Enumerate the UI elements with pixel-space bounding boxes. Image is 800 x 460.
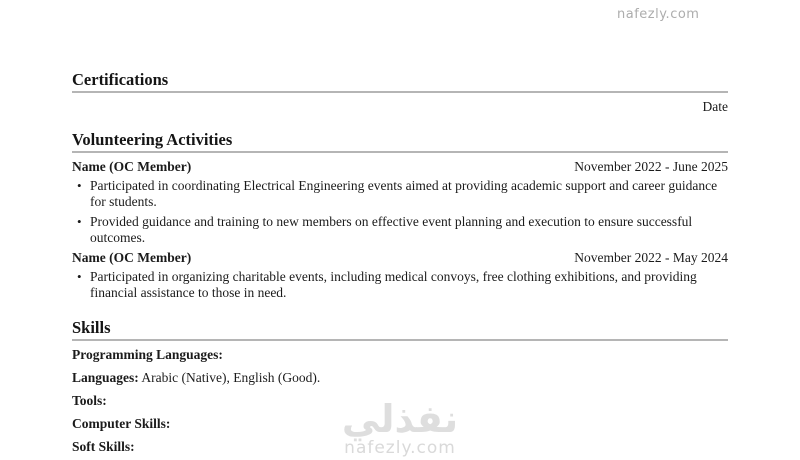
skill-label: Soft Skills: [72, 439, 135, 454]
skill-label: Computer Skills: [72, 416, 171, 431]
skill-line [72, 348, 728, 362]
entry-bullet-list [72, 269, 728, 301]
skill-label: Languages: [72, 370, 139, 385]
entry-name: Name (OC Member) [72, 250, 192, 265]
section-title-skills: Skills [72, 318, 111, 337]
entry-date-range: November 2022 - May 2024 [574, 250, 728, 265]
nafezly-logo: نفذلي [341, 397, 459, 441]
list-item [72, 269, 728, 301]
skill-label: Tools: [72, 393, 107, 408]
section-divider [72, 91, 728, 93]
section-title-certifications: Certifications [72, 70, 169, 89]
section-divider [72, 151, 728, 153]
nafezly-watermark-top: nafezly.com [617, 7, 700, 22]
bullet-text: Participated in organizing charitable events, including medical convoys, free clothing exhibitions, and providing financial assistance to those in need. [90, 269, 697, 300]
skill-value: Arabic (Native), English (Good). [138, 370, 321, 385]
section-skills [72, 319, 728, 454]
section-title-volunteering: Volunteering Activities [72, 130, 233, 149]
bullet-text: Provided guidance and training to new members on effective event planning and execution to ensure successful outcomes. [90, 214, 693, 245]
skill-line [72, 371, 728, 385]
section-divider [72, 339, 728, 341]
bullet-icon [72, 214, 90, 246]
entry-name: Name (OC Member) [72, 159, 192, 174]
resume-page [72, 0, 728, 454]
skill-label: Programming Languages: [72, 347, 223, 362]
nafezly-site-label: nafezly.com [344, 438, 456, 458]
skill-line [72, 440, 728, 454]
entry-date-range: November 2022 - June 2025 [574, 159, 728, 174]
skill-line [72, 417, 728, 431]
volunteering-entry-header [72, 160, 728, 174]
list-item [72, 178, 728, 210]
bullet-text: Participated in coordinating Electrical Engineering events aimed at providing academic support and career guidance for students. [90, 178, 718, 209]
skill-line [72, 394, 728, 408]
list-item [72, 214, 728, 246]
section-certifications [72, 71, 728, 114]
bullet-icon [72, 178, 90, 210]
entry-bullet-list [72, 178, 728, 246]
bullet-icon [72, 269, 90, 301]
section-volunteering [72, 131, 728, 301]
certifications-date-header: Date [702, 99, 728, 114]
volunteering-entry-header [72, 251, 728, 265]
